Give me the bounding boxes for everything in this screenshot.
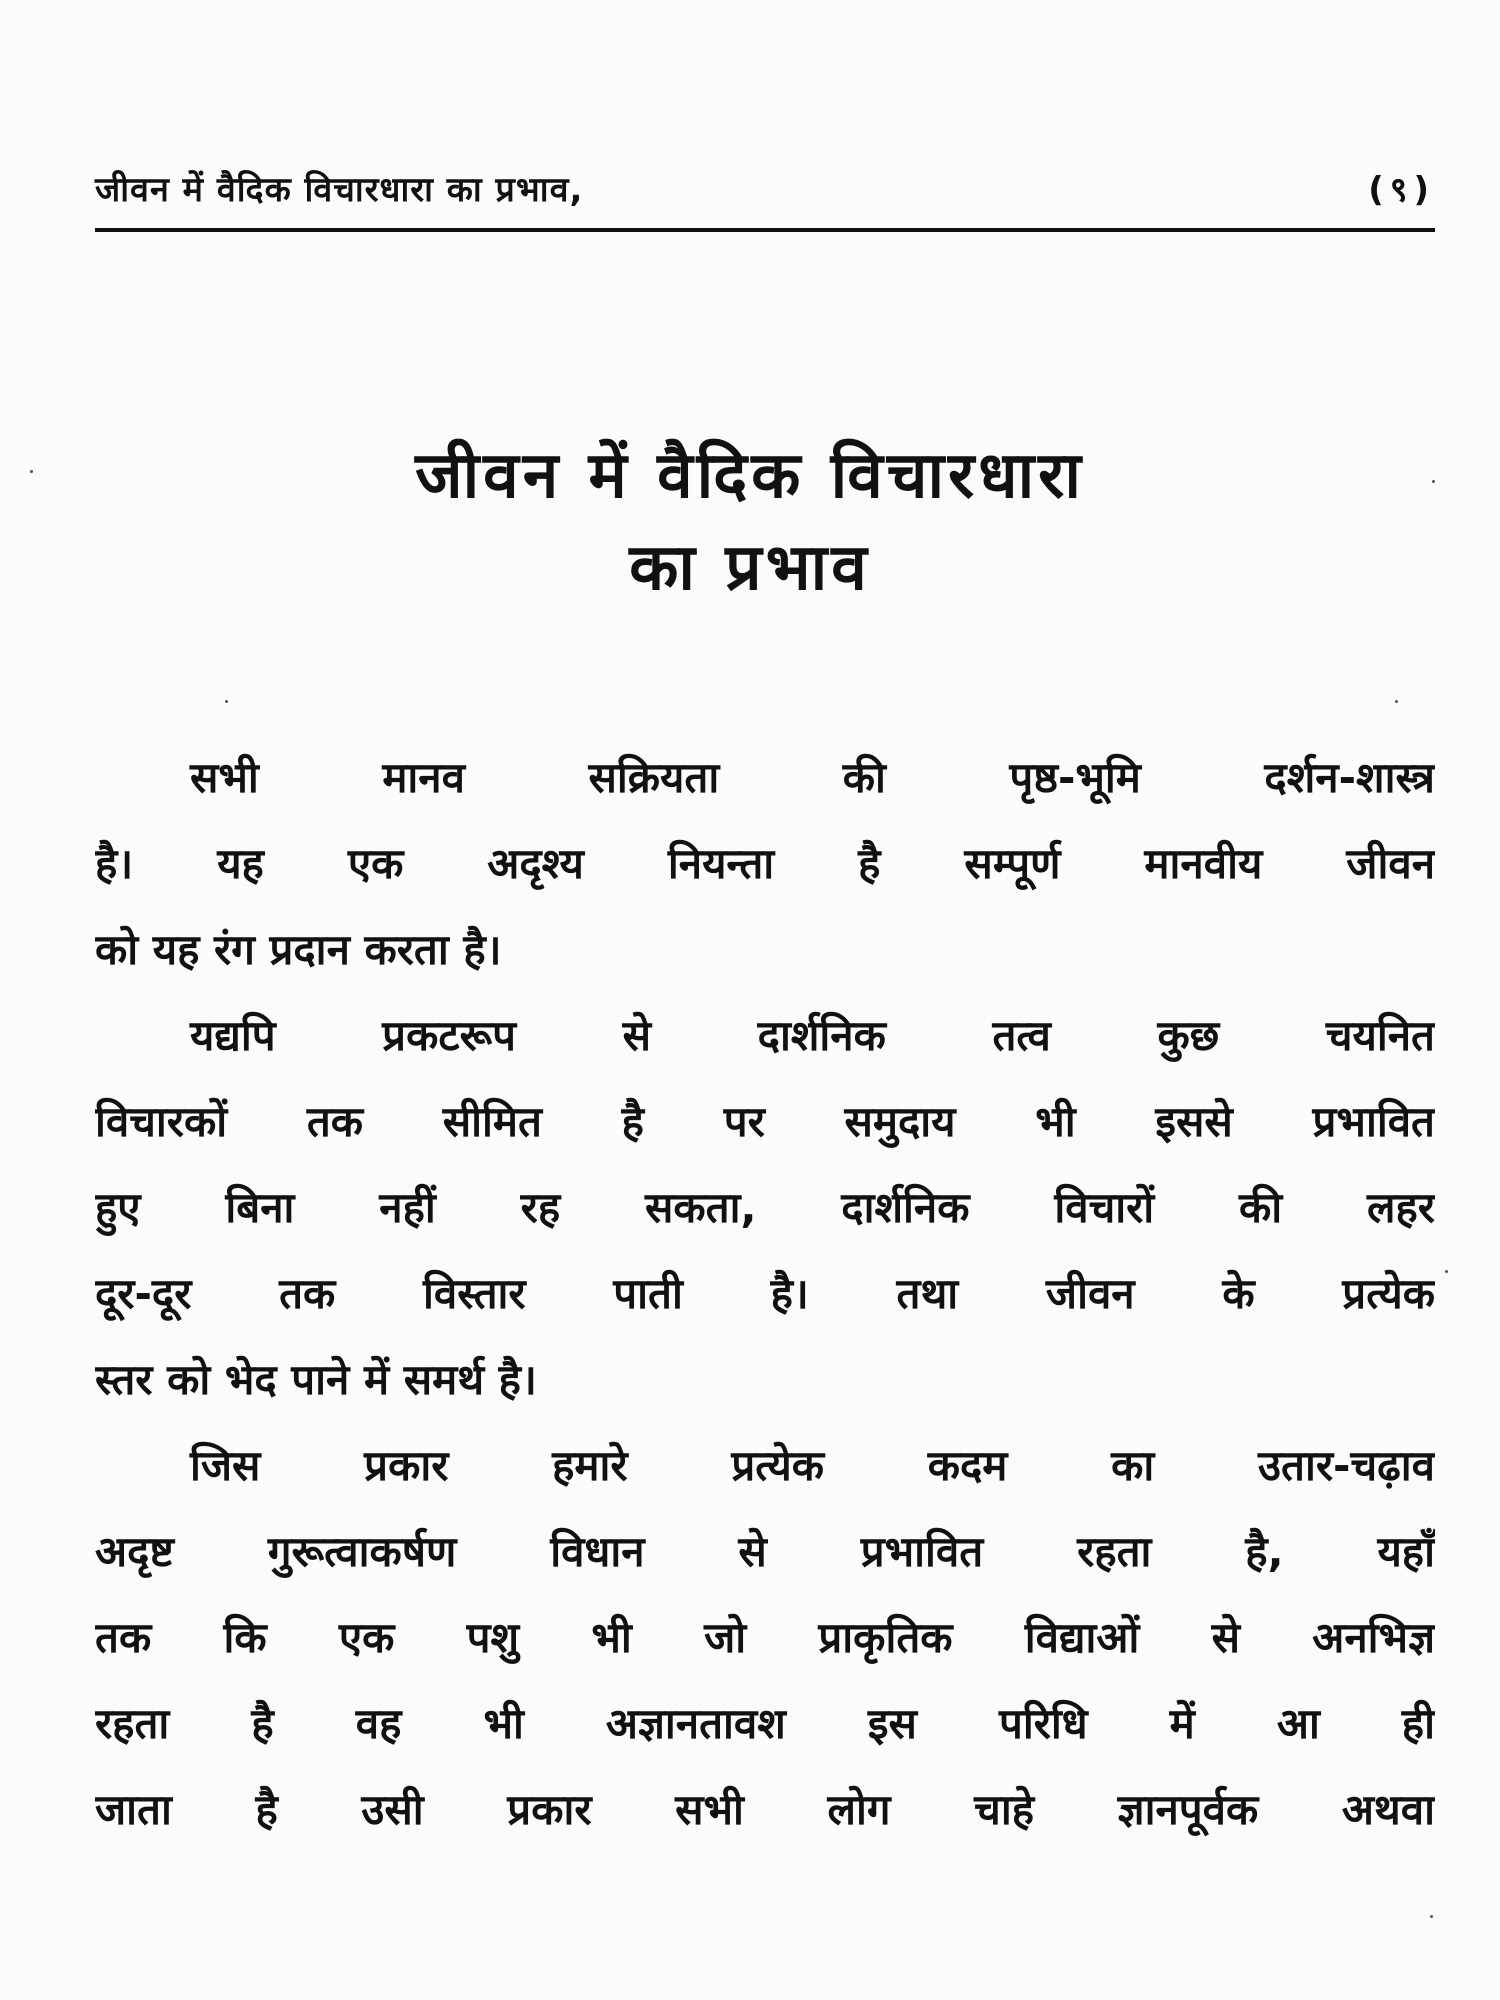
paragraph-2-line-4: दूर-दूर तक विस्तार पाती है। तथा जीवन के प्रत्येक [95,1269,1435,1318]
chapter-title-line-1: जीवन में वैदिक विचारधारा [415,439,1085,513]
paragraph-2-line-5: स्तर को भेद पाने में समर्थ है। [95,1355,537,1404]
body-text [95,735,1435,1853]
paper-speck [1395,700,1398,703]
paper-speck [1432,480,1435,483]
page-number: (९) [1368,170,1435,210]
paragraph-3-line-5: जाता है उसी प्रकार सभी लोग चाहे ज्ञानपूर्वक अथवा [95,1785,1435,1834]
paragraph-3-line-3: तक कि एक पशु भी जो प्राकृतिक विद्याओं से अनभिज्ञ [95,1613,1435,1662]
paper-speck [30,470,33,473]
paragraph-1-line-1: सभी मानव सक्रियता की पृष्ठ-भूमि दर्शन-शास्त्र [190,753,1435,802]
paragraph-2-line-3: हुए बिना नहीं रह सकता, दार्शनिक विचारों की लहर [95,1183,1435,1232]
paper-speck [1445,1270,1448,1273]
running-title: जीवन में वैदिक विचारधारा का प्रभाव, [95,170,584,210]
paragraph-3-line-1: जिस प्रकार हमारे प्रत्येक कदम का उतार-चढ़ाव [190,1441,1435,1490]
chapter-title-line-2: का प्रभाव [629,531,871,605]
chapter-title [0,430,1500,614]
header-rule [95,228,1435,232]
paragraph-3-line-4: रहता है वह भी अज्ञानतावश इस परिधि में आ ही [95,1699,1435,1748]
paragraph-1-line-3: को यह रंग प्रदान करता है। [95,925,502,974]
paragraph-1-line-2: है। यह एक अदृश्य नियन्ता है सम्पूर्ण मानवीय जीवन [95,839,1435,888]
paper-speck [1430,1915,1433,1918]
paper-speck [225,700,228,703]
paragraph-3-line-2: अदृष्ट गुरूत्वाकर्षण विधान से प्रभावित रहता है, यहाँ [95,1527,1435,1576]
paragraph-2-line-2: विचारकों तक सीमित है पर समुदाय भी इससे प्रभावित [95,1097,1435,1146]
paragraph-2-line-1: यद्यपि प्रकटरूप से दार्शनिक तत्व कुछ चयनित [190,1011,1435,1060]
running-header [95,165,1435,215]
